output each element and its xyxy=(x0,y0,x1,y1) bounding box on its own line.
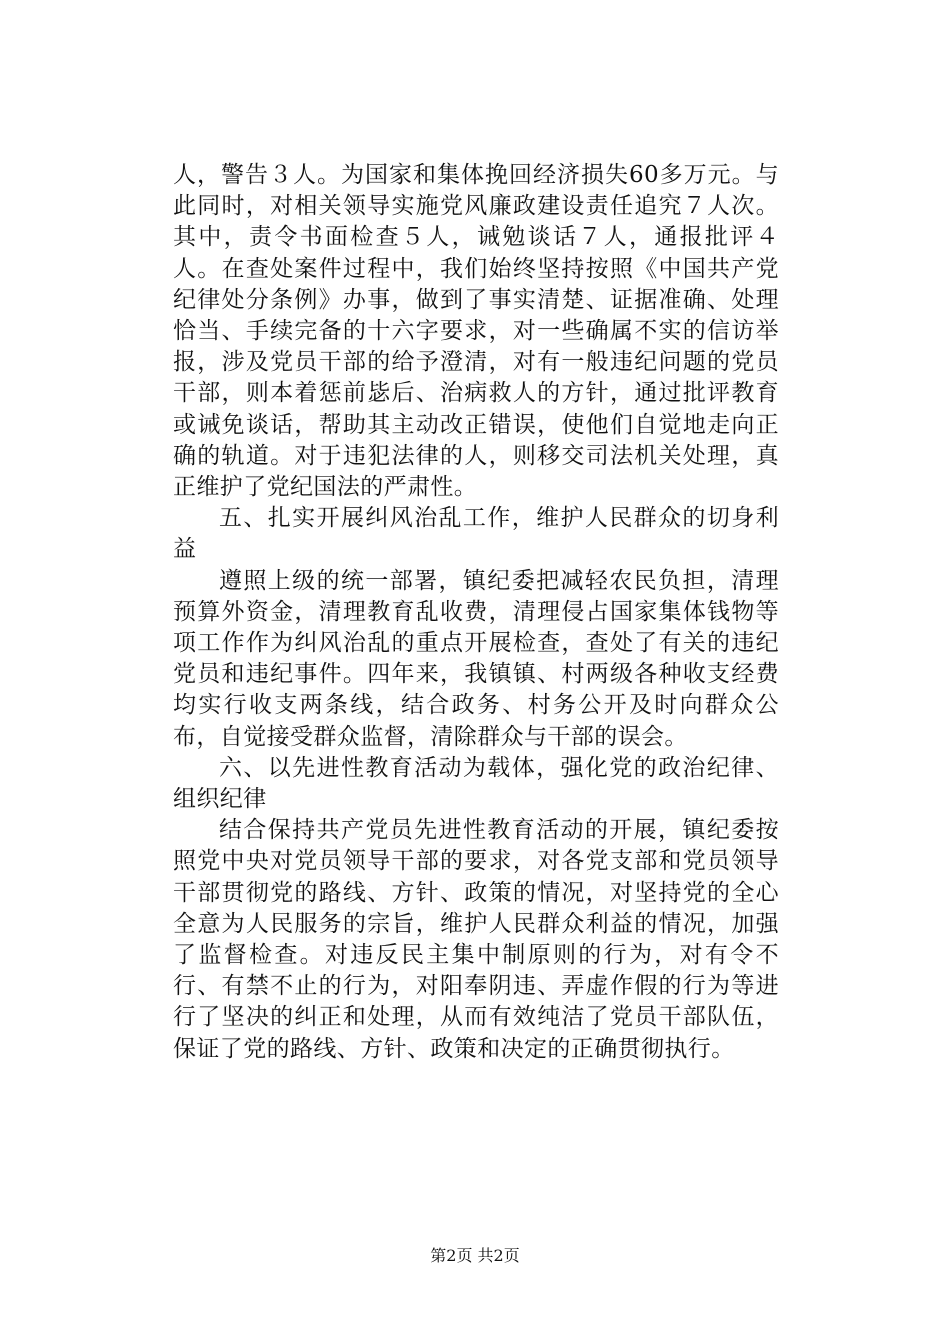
page-footer xyxy=(0,1246,950,1266)
heading-section-five: 五、扎实开展纠风治乱工作，维护人民群众的切身利益 xyxy=(173,505,779,563)
paragraph-section-six: 结合保持共产党员先进性教育活动的开展，镇纪委按照党中央对党员领导干部的要求，对各党支部和党员领导干部贯彻党的路线、方针、政策的情况，对坚持党的全心全意为人民服务的宗旨，维护人民群众利益的情况，加强了监督检查。对违反民主集中制原则的行为，对有令不行、有禁不止的行为，对阳奉阴违、弄虚作假的行为等进行了坚决的纠正和处理，从而有效纯洁了党员干部队伍，保证了党的路线、方针、政策和决定的正确贯彻执行。 xyxy=(173,817,779,1062)
page-number-indicator: 第2页 共2页 xyxy=(430,1246,520,1265)
heading-section-six: 六、以先进性教育活动为载体，强化党的政治纪律、组织纪律 xyxy=(173,754,779,813)
document-body xyxy=(173,160,779,1065)
paragraph-section-five: 遵照上级的统一部署，镇纪委把减轻农民负担，清理预算外资金，清理教育乱收费，清理侵占国家集体钱物等项工作作为纠风治乱的重点开展检查，查处了有关的违纪党员和违纪事件。四年来，我镇镇、村两级各种收支经费均实行收支两条线，结合政务、村务公开及时向群众公布，自觉接受群众监督，清除群众与干部的误会。 xyxy=(173,567,779,750)
paragraph-case-handling: 人，警告３人。为国家和集体挽回经济损失60多万元。与此同时，对相关领导实施党风廉政建设责任追究７人次。其中，责令书面检查５人，诫勉谈话７人，通报批评４人。在查处案件过程中，我们始终坚持按照《中国共产党纪律处分条例》办事，做到了事实清楚、证据准确、处理恰当、手续完备的十六字要求，对一些确属不实的信访举报，涉及党员干部的给予澄清，对有一般违纪问题的党员干部，则本着惩前毖后、治病救人的方针，通过批评教育或诫免谈话，帮助其主动改正错误，使他们自觉地走向正确的轨道。对于违犯法律的人，则移交司法机关处理，真正维护了党纪国法的严肃性。 xyxy=(173,162,779,501)
